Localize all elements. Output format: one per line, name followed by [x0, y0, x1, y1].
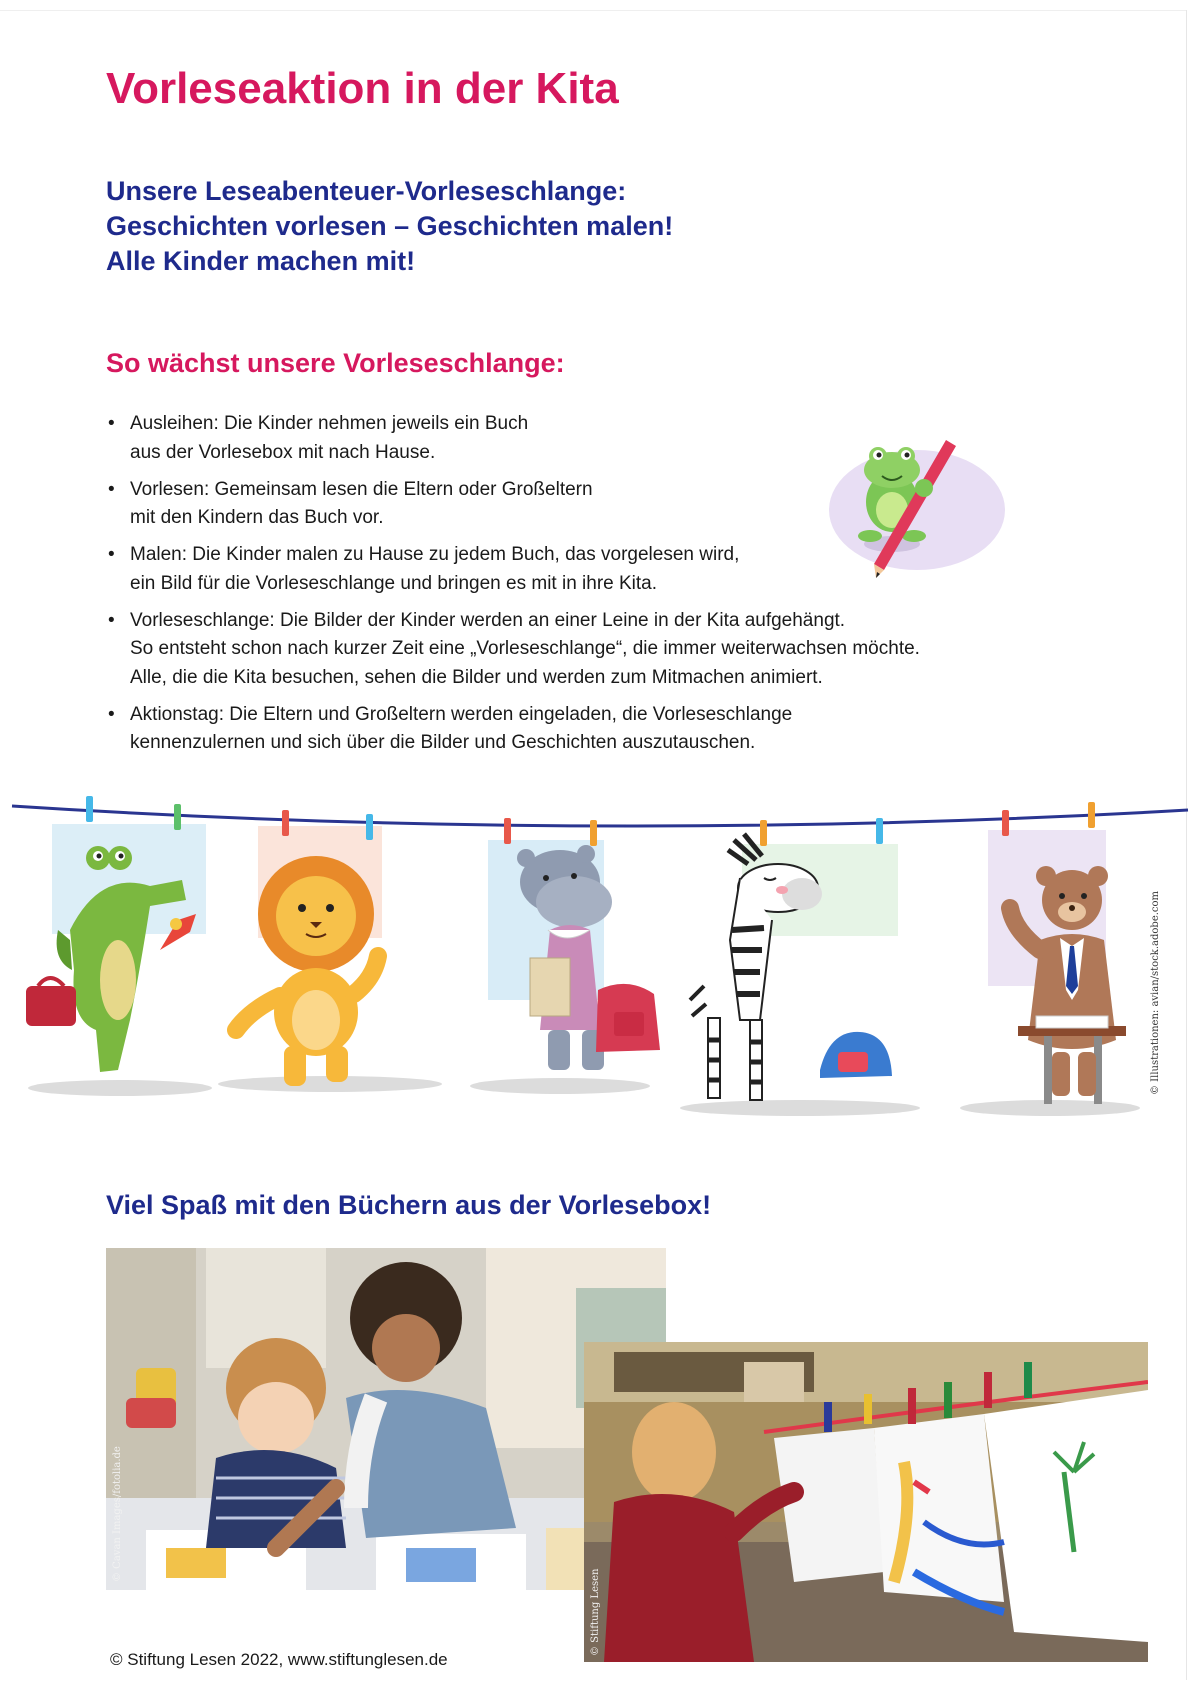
intro-block	[106, 174, 673, 279]
bullet-line: • Aktionstag: Die Eltern und Großeltern werden eingeladen, die Vorleseschlange	[130, 703, 793, 725]
intro-line: Geschichten vorlesen – Geschichten malen!	[106, 211, 674, 241]
bullet-line: kennenzulernen und sich über die Bilder und Geschichten auszutauschen.	[130, 732, 756, 753]
frog-pencil-icon	[822, 432, 1008, 582]
intro-line: Alle Kinder machen mit!	[106, 246, 416, 276]
page-edge-top	[0, 10, 1186, 11]
intro-line: Unsere Leseabenteuer-Vorleseschlange:	[106, 176, 627, 206]
lion-icon	[236, 856, 378, 1086]
footer-copyright: © Stiftung Lesen 2022, www.stiftunglesen.de	[110, 1650, 448, 1669]
photo2-credit: © Stiftung Lesen	[590, 1568, 601, 1656]
bullet-aktionstag	[106, 701, 1086, 758]
bullet-line: Alle, die die Kita besuchen, sehen die Bilder und werden zum Mitmachen animiert.	[130, 666, 823, 688]
clothesline-illustration	[0, 790, 1200, 1120]
section-heading: So wächst unsere Vorleseschlange:	[106, 348, 565, 378]
hippo-icon	[517, 845, 660, 1070]
illustration-credit: © Illustrationen: avian/stock.adobe.com	[1150, 890, 1161, 1095]
bullet-line: • Vorleseschlange: Die Bilder der Kinder werden an einer Leine in der Kita aufgehängt.	[130, 609, 846, 631]
bullet-line: • Ausleihen: Die Kinder nehmen jeweils ein Buch	[130, 413, 529, 434]
closing-heading: Viel Spaß mit den Büchern aus der Vorlesebox!	[106, 1190, 712, 1220]
bullet-line: So entsteht schon nach kurzer Zeit eine „Vorleseschlange“, die immer weiterwachsen möchte.	[130, 638, 920, 659]
bullet-line: ein Bild für die Vorleseschlange und bringen es mit in ihre Kita.	[130, 572, 658, 594]
bullet-line: mit den Kindern das Buch vor.	[130, 507, 384, 528]
bullet-vorleseschlange	[106, 607, 1086, 693]
photo1-credit: © Cavan Images/fotolia.de	[112, 1446, 123, 1582]
bullet-line: • Vorlesen: Gemeinsam lesen die Eltern oder Großeltern	[130, 478, 593, 500]
photo-kita-clothesline	[584, 1342, 1148, 1662]
bullet-line: aus der Vorlesebox mit nach Hause.	[130, 441, 436, 463]
bullet-line: • Malen: Die Kinder malen zu Hause zu jedem Buch, das vorgelesen wird,	[130, 544, 740, 565]
photo-children-reading	[106, 1248, 666, 1590]
page-title: Vorleseaktion in der Kita	[106, 64, 619, 113]
